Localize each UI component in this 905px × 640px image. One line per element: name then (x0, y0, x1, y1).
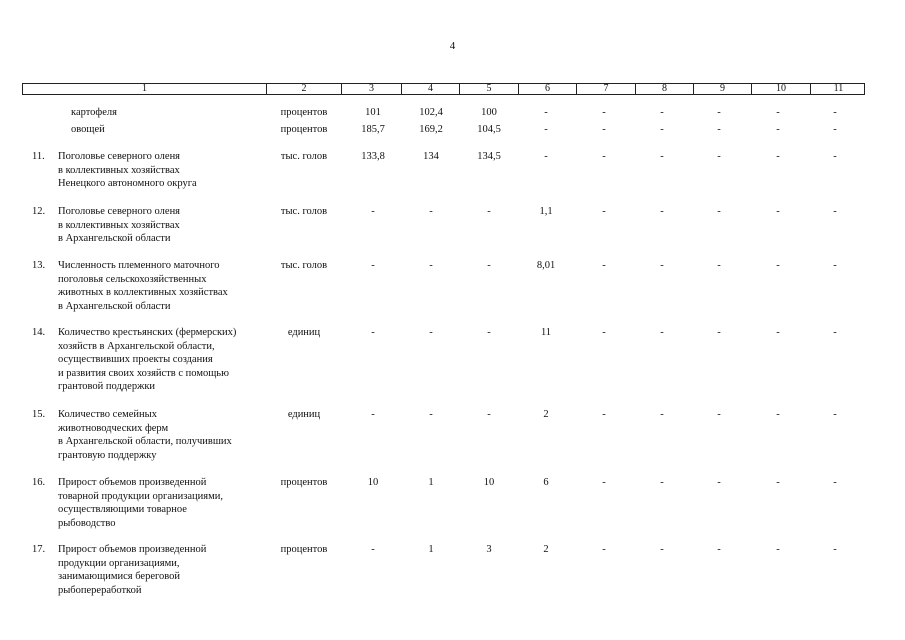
indicator-name-line: осуществивших проекты создания (58, 354, 213, 366)
page-number: 4 (449, 40, 456, 52)
value-cell-col-4: 169,2 (419, 124, 443, 135)
value-cell-col-5: 134,5 (477, 151, 501, 162)
value-cell-col-10: - (776, 107, 780, 118)
header-cell-4: 4 (401, 84, 459, 94)
value-cell-col-3: - (371, 409, 375, 420)
header-cell-1: 1 (142, 83, 147, 94)
value-cell-col-8: - (660, 477, 664, 488)
value-cell-col-3: 185,7 (361, 124, 385, 135)
header-cell-7: 7 (576, 84, 635, 94)
value-cell-col-11: - (833, 107, 837, 118)
indicator-name (58, 543, 273, 597)
value-cell-col-9: - (717, 260, 721, 271)
indicator-name-line: Количество крестьянских (фермерских) (58, 327, 237, 338)
indicator-name-line: в Архангельской области, получивших (58, 436, 232, 448)
indicator-name (71, 106, 286, 120)
indicator-name-line: товарной продукции организациями, (58, 490, 224, 502)
value-cell-col-5: 100 (481, 107, 497, 118)
value-cell-col-8: - (660, 107, 664, 118)
table-header-row (22, 83, 865, 95)
value-cell-col-3: - (371, 544, 375, 555)
indicator-name-line: в коллективных хозяйствах (58, 164, 180, 176)
indicator-name-line: животных в коллективных хозяйствах (58, 287, 228, 299)
value-cell-col-8: - (660, 124, 664, 135)
value-cell-col-6: 2 (543, 544, 549, 555)
value-cell-col-3: 133,8 (361, 151, 385, 162)
value-cell-col-5: 104,5 (477, 124, 501, 135)
indicator-name (58, 408, 273, 462)
header-cell-5: 5 (459, 84, 518, 94)
header-cell-3: 3 (341, 84, 401, 94)
value-cell-col-10: - (776, 327, 780, 338)
indicator-name-line: грантовую поддержку (58, 449, 157, 461)
value-cell-col-7: - (602, 477, 606, 488)
value-cell-col-7: - (602, 409, 606, 420)
value-cell-col-10: - (776, 477, 780, 488)
value-cell-col-11: - (833, 327, 837, 338)
value-cell-col-8: - (660, 260, 664, 271)
value-cell-col-4: 1 (428, 477, 434, 488)
value-cell-col-6: 1,1 (539, 206, 553, 217)
value-cell-col-7: - (602, 327, 606, 338)
header-cell-8: 8 (635, 84, 693, 94)
value-cell-col-10: - (776, 151, 780, 162)
indicator-name-line: рыбоводство (58, 517, 116, 529)
value-cell-col-9: - (717, 477, 721, 488)
value-cell-col-4: 1 (428, 544, 434, 555)
indicator-name-line: Численность племенного маточного (58, 260, 220, 271)
value-cell-col-6: 6 (543, 477, 549, 488)
value-cell-col-5: - (487, 409, 491, 420)
indicator-name-line: животноводческих ферм (58, 422, 169, 434)
header-cell-6: 6 (518, 84, 576, 94)
unit-cell: тыс. голов (280, 206, 328, 217)
value-cell-col-8: - (660, 409, 664, 420)
row-number: 14. (32, 327, 46, 338)
indicator-name (58, 476, 273, 530)
value-cell-col-8: - (660, 544, 664, 555)
indicator-name (58, 150, 273, 191)
header-cell-2: 2 (266, 84, 341, 94)
value-cell-col-7: - (602, 107, 606, 118)
header-cell-10: 10 (751, 84, 810, 94)
value-cell-col-3: - (371, 260, 375, 271)
value-cell-col-6: 2 (543, 409, 549, 420)
unit-cell: единиц (287, 327, 321, 338)
value-cell-col-10: - (776, 544, 780, 555)
value-cell-col-9: - (717, 544, 721, 555)
row-number: 15. (32, 409, 46, 420)
indicator-name-line: Поголовье северного оленя (58, 206, 181, 217)
indicator-name-line: картофеля (71, 107, 117, 118)
row-number: 12. (32, 206, 46, 217)
indicator-name-line: в Архангельской области (58, 300, 171, 312)
value-cell-col-9: - (717, 124, 721, 135)
indicator-name-line: Ненецкого автономного округа (58, 178, 197, 190)
indicator-name-line: поголовья сельскохозяйственных (58, 273, 207, 285)
value-cell-col-11: - (833, 260, 837, 271)
indicator-name-line: Количество семейных (58, 409, 157, 420)
header-cell-9: 9 (693, 84, 751, 94)
header-cell-11: 11 (810, 84, 866, 94)
indicator-name-line: продукции организациями, (58, 557, 180, 569)
value-cell-col-4: - (429, 327, 433, 338)
indicator-name (58, 205, 273, 246)
value-cell-col-4: - (429, 409, 433, 420)
unit-cell: процентов (280, 544, 328, 555)
indicator-name-line: и развития своих хозяйств с помощью (58, 367, 229, 379)
indicator-name-line: грантовой поддержки (58, 381, 156, 393)
value-cell-col-4: 134 (423, 151, 439, 162)
indicator-name (71, 123, 286, 137)
value-cell-col-9: - (717, 107, 721, 118)
value-cell-col-7: - (602, 206, 606, 217)
indicator-name-line: осуществляющими товарное (58, 504, 187, 516)
indicator-name-line: овощей (71, 124, 105, 135)
indicator-name (58, 259, 273, 313)
value-cell-col-5: - (487, 260, 491, 271)
value-cell-col-10: - (776, 409, 780, 420)
row-number: 13. (32, 260, 46, 271)
value-cell-col-9: - (717, 409, 721, 420)
value-cell-col-11: - (833, 124, 837, 135)
value-cell-col-9: - (717, 206, 721, 217)
value-cell-col-8: - (660, 206, 664, 217)
value-cell-col-8: - (660, 327, 664, 338)
value-cell-col-11: - (833, 477, 837, 488)
value-cell-col-6: 8,01 (536, 260, 556, 271)
value-cell-col-7: - (602, 124, 606, 135)
value-cell-col-6: - (544, 124, 548, 135)
value-cell-col-10: - (776, 206, 780, 217)
value-cell-col-3: - (371, 327, 375, 338)
value-cell-col-10: - (776, 260, 780, 271)
row-number: 11. (32, 151, 45, 162)
indicator-name (58, 326, 273, 394)
value-cell-col-4: 102,4 (419, 107, 443, 118)
unit-cell: процентов (280, 107, 328, 118)
value-cell-col-6: - (544, 107, 548, 118)
value-cell-col-11: - (833, 544, 837, 555)
row-number: 17. (32, 544, 46, 555)
value-cell-col-8: - (660, 151, 664, 162)
row-number: 16. (32, 477, 46, 488)
value-cell-col-11: - (833, 151, 837, 162)
unit-cell: процентов (280, 124, 328, 135)
value-cell-col-6: - (544, 151, 548, 162)
value-cell-col-9: - (717, 151, 721, 162)
value-cell-col-4: - (429, 206, 433, 217)
value-cell-col-10: - (776, 124, 780, 135)
value-cell-col-9: - (717, 327, 721, 338)
unit-cell: тыс. голов (280, 151, 328, 162)
value-cell-col-7: - (602, 544, 606, 555)
unit-cell: процентов (280, 477, 328, 488)
value-cell-col-3: 10 (367, 477, 379, 488)
value-cell-col-11: - (833, 206, 837, 217)
value-cell-col-5: 3 (486, 544, 492, 555)
value-cell-col-11: - (833, 409, 837, 420)
value-cell-col-3: - (371, 206, 375, 217)
indicator-name-line: в коллективных хозяйствах (58, 219, 180, 231)
indicator-name-line: Прирост объемов произведенной (58, 477, 207, 488)
value-cell-col-6: 11 (540, 327, 552, 338)
indicator-name-line: Прирост объемов произведенной (58, 544, 207, 555)
unit-cell: единиц (287, 409, 321, 420)
indicator-name-line: рыбопереработкой (58, 584, 142, 596)
indicator-name-line: в Архангельской области (58, 233, 171, 245)
unit-cell: тыс. голов (280, 260, 328, 271)
value-cell-col-5: - (487, 206, 491, 217)
indicator-name-line: Поголовье северного оленя (58, 151, 181, 162)
value-cell-col-5: - (487, 327, 491, 338)
value-cell-col-5: 10 (483, 477, 495, 488)
indicator-name-line: хозяйств в Архангельской области, (58, 340, 215, 352)
value-cell-col-3: 101 (365, 107, 381, 118)
value-cell-col-7: - (602, 151, 606, 162)
value-cell-col-4: - (429, 260, 433, 271)
indicator-name-line: занимающимися береговой (58, 571, 181, 583)
value-cell-col-7: - (602, 260, 606, 271)
